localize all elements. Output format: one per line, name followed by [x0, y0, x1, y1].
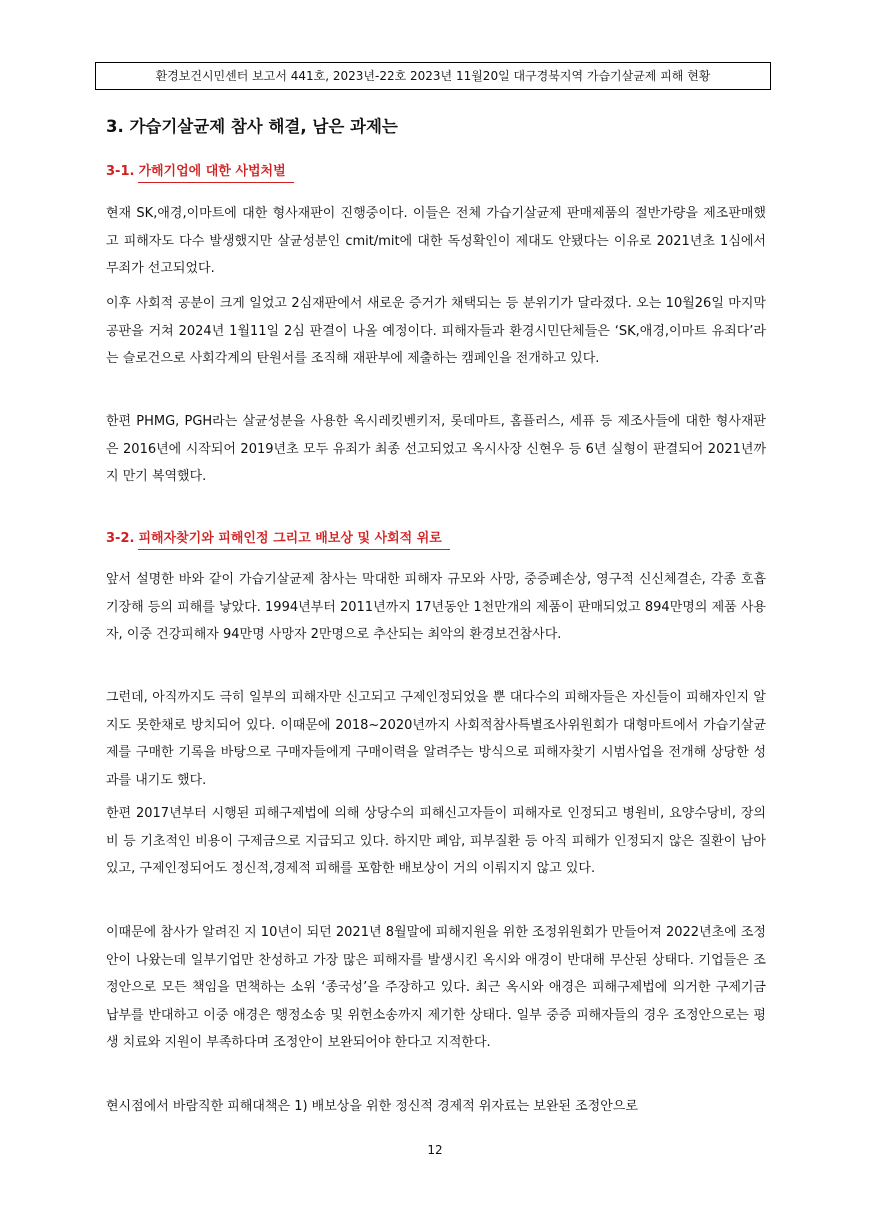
paragraph: 현재 SK,애경,이마트에 대한 형사재판이 진행중이다. 이들은 전체 가습기살균제 판매제품의 절반가량을 제조판매했고 피해자도 다수 발생했지만 살균성분인 cmit/mit에 대한 독성확인이 제대도 안됐다는 이유로 2021년초 1심에서 무죄가 선고되었다. — [106, 206, 766, 276]
paragraph: 이후 사회적 공분이 크게 일었고 2심재판에서 새로운 증거가 채택되는 등 분위기가 달라졌다. 오는 10월26일 마지막 공판을 거쳐 2024년 1월11일 2심 판결이 나올 예정이다. 피해자들과 환경시민단체들은 ‘SK,애경,이마트 유죄다’라는 슬로건으로 사회각계의 탄원서를 조직해 재판부에 제출하는 캠페인을 전개하고 있다. — [106, 296, 766, 366]
subsection-title: 가해기업에 대한 사법처벌 — [138, 164, 293, 183]
page-number: 12 — [427, 1143, 443, 1157]
paragraph: 한편 PHMG, PGH라는 살균성분을 사용한 옥시레킷벤키저, 롯데마트, 홈플러스, 세퓨 등 제조사들에 대한 형사재판은 2016년에 시작되어 2019년초 모두 유죄가 최종 선고되었고 옥시사장 신현우 등 6년 실형이 판결되어 2021년까지 만기 복역했다. — [106, 414, 766, 484]
paragraph: 한편 2017년부터 시행된 피해구제법에 의해 상당수의 피해신고자들이 피해자로 인정되고 병원비, 요양수당비, 장의비 등 기초적인 비용이 구제금으로 지급되고 있다. 하지만 폐암, 피부질환 등 아직 피해가 인정되지 않은 질환이 남아있고, 구제인정되어도 정신적,경제적 피해를 포함한 배보상이 거의 이뤄지지 않고 있다. — [106, 806, 766, 876]
paragraph: 앞서 설명한 바와 같이 가습기살균제 참사는 막대한 피해자 규모와 사망, 중증폐손상, 영구적 신신체결손, 각종 호흡기장해 등의 피해를 낳았다. 1994년부터 2011년까지 17년동안 1천만개의 제품이 판매되었고 894만명의 제품 사용자, 이중 건강피해자 94만명 사망자 2만명으로 추산되는 최악의 환경보건참사다. — [106, 572, 766, 642]
paragraph: 이때문에 참사가 알려진 지 10년이 되던 2021년 8월말에 피해지원을 위한 조정위원회가 만들어져 2022년초에 조정안이 나왔는데 일부기업만 찬성하고 가장 많은 피해자를 발생시킨 옥시와 애경이 반대해 무산된 상태다. 기업들은 조정안으로 모든 책임을 면책하는 소위 ‘종국성’을 주장하고 있다. 최근 옥시와 애경은 피해구제법에 의거한 구제기금 납부를 반대하고 이중 애경은 행정소송 및 위헌소송까지 제기한 상태다. 일부 중증 피해자들의 경우 조정안으로는 평생 치료와 지원이 부족하다며 조정안이 보완되어야 한다고 지적한다. — [106, 925, 766, 1050]
subsection-3-1-heading — [106, 160, 294, 179]
subsection-3-2-heading — [106, 527, 450, 546]
section-title: 3. 가습기살균제 참사 해결, 남은 과제는 — [106, 117, 398, 136]
subsection-number: 3-1. — [106, 164, 135, 179]
report-header: 환경보건시민센터 보고서 441호, 2023년-22호 2023년 11월20일 대구경북지역 가습기살균제 피해 현황 — [95, 62, 771, 90]
paragraph: 그런데, 아직까지도 극히 일부의 피해자만 신고되고 구제인정되었을 뿐 대다수의 피해자들은 자신들이 피해자인지 알지도 못한채로 방치되어 있다. 이때문에 2018~2020년까지 사회적참사특별조사위원회가 대형마트에서 가습기살균제를 구매한 기록을 바탕으로 구매자들에게 구매이력을 알려주는 방식으로 피해자찾기 시범사업을 전개해 상당한 성과를 내기도 했다. — [106, 690, 766, 788]
paragraph: 현시점에서 바람직한 피해대책은 1) 배보상을 위한 정신적 경제적 위자료는 보완된 조정안으로 — [106, 1099, 638, 1114]
subsection-title: 피해자찾기와 피해인정 그리고 배보상 및 사회적 위로 — [138, 531, 449, 550]
subsection-number: 3-2. — [106, 531, 135, 546]
